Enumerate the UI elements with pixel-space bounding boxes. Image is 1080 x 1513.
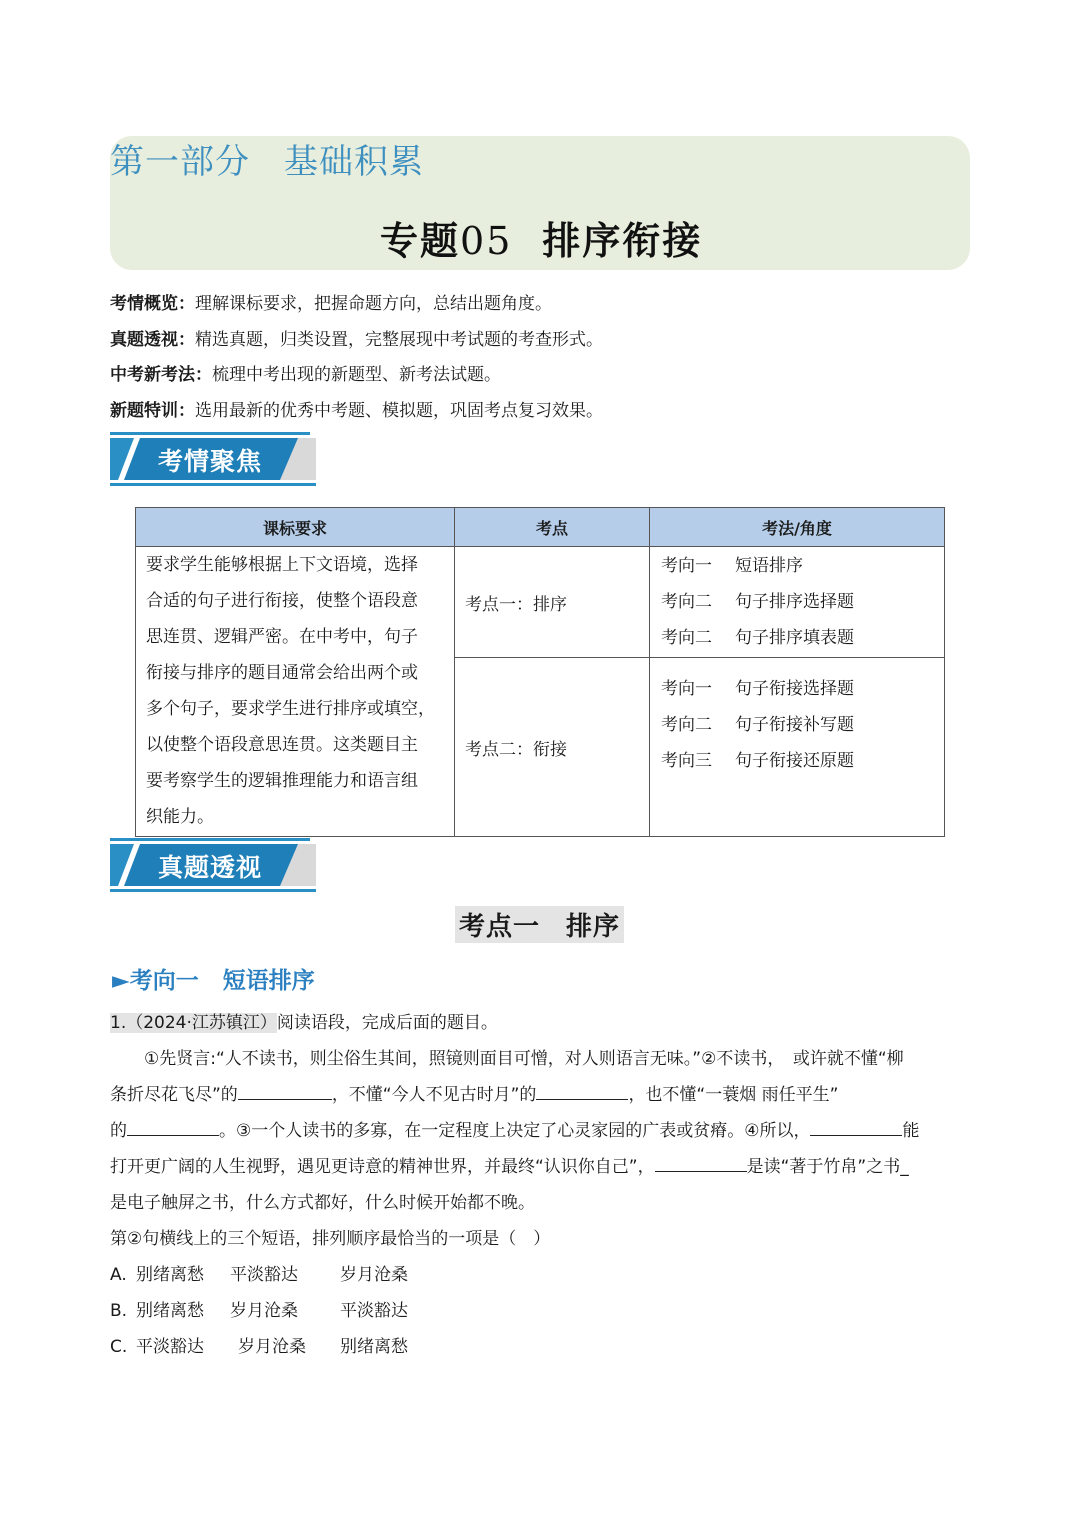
passage-text: 。③一个人读书的多寡，在一定程度上决定了心灵家园的广表或贫瘠。④所以， bbox=[219, 1121, 811, 1141]
option-item: 岁月沧桑 bbox=[230, 1301, 298, 1321]
section-ribbon-focus bbox=[110, 432, 316, 486]
intro-key: 考情概览： bbox=[110, 294, 195, 314]
part-title bbox=[110, 134, 458, 183]
intro-text: 梳理中考出现的新题型、新考法试题。 bbox=[212, 365, 501, 385]
ribbon-line bbox=[110, 838, 310, 841]
table-row bbox=[136, 547, 945, 658]
intro-text: 选用最新的优秀中考题、模拟题，巩固考点复习效果。 bbox=[195, 400, 603, 421]
passage-text: 能 bbox=[902, 1121, 920, 1141]
direction-text: 短语排序 bbox=[735, 556, 803, 576]
direction-item bbox=[661, 671, 933, 707]
requirement-line: 要考察学生的逻辑推理能力和语言组 bbox=[146, 771, 418, 791]
section-ribbon-real bbox=[110, 838, 316, 892]
answer-blank[interactable] bbox=[655, 1153, 747, 1172]
direction-item bbox=[661, 707, 933, 743]
direction-item bbox=[661, 584, 933, 620]
topic-title bbox=[380, 210, 720, 265]
passage-line bbox=[110, 1077, 972, 1113]
question-source: （2024·江苏镇江） bbox=[126, 1013, 277, 1033]
option-a[interactable] bbox=[110, 1257, 972, 1293]
answer-blank[interactable] bbox=[810, 1117, 902, 1136]
intro-list bbox=[110, 287, 603, 429]
ribbon-line bbox=[110, 432, 310, 435]
passage-line bbox=[110, 1113, 972, 1149]
direction-text: 句子衔接还原题 bbox=[735, 751, 854, 771]
passage-text: ，也不懂“一蓑烟 雨任平生” bbox=[628, 1085, 839, 1105]
kaoxiang-name: 短语排序 bbox=[222, 968, 315, 994]
table-header-row bbox=[136, 508, 945, 547]
intro-item bbox=[110, 323, 603, 359]
direction-cell bbox=[650, 547, 945, 658]
option-item: 别绪离愁 bbox=[340, 1337, 408, 1357]
requirement-line: 以使整个语段意思连贯。这类题目主 bbox=[146, 735, 418, 755]
kaoxiang-heading bbox=[112, 962, 315, 995]
intro-key: 新题特训： bbox=[110, 400, 195, 421]
table-header: 考法/角度 bbox=[650, 508, 945, 547]
question-number-source bbox=[110, 1013, 277, 1033]
requirement-line: 衔接与排序的题目通常会给出两个或 bbox=[146, 663, 418, 683]
passage-text: 条折尽花飞尽”的 bbox=[110, 1085, 238, 1105]
intro-key: 中考新考法： bbox=[110, 365, 212, 385]
direction-text: 句子衔接补写题 bbox=[735, 715, 854, 735]
direction-text: 句子排序填表题 bbox=[735, 628, 854, 648]
kaodian-heading bbox=[455, 906, 624, 943]
part-name: 基础积累 bbox=[284, 142, 424, 182]
passage-text: 是读“著于竹帛”之书_ bbox=[746, 1157, 909, 1177]
direction-cell bbox=[650, 658, 945, 837]
option-letter: C. bbox=[110, 1337, 128, 1357]
direction-item bbox=[661, 620, 933, 656]
intro-item bbox=[110, 287, 603, 323]
requirement-line: 织能力。 bbox=[146, 807, 214, 827]
option-c[interactable] bbox=[110, 1329, 972, 1365]
option-item: 别绪离愁 bbox=[136, 1301, 204, 1321]
direction-label: 考向三 bbox=[661, 751, 712, 771]
option-item: 岁月沧桑 bbox=[340, 1265, 408, 1285]
passage-text: 打开更广阔的人生视野，遇见更诗意的精神世界，并最终“认识你自己”， bbox=[110, 1157, 655, 1177]
option-item: 平淡豁达 bbox=[230, 1265, 298, 1285]
requirement-line: 多个句子，要求学生进行排序或填空， bbox=[146, 699, 435, 719]
kaoxiang-label: ►考向一 bbox=[112, 968, 199, 994]
section-title: 真题透视 bbox=[158, 853, 263, 882]
option-item: 平淡豁达 bbox=[340, 1301, 408, 1321]
option-b[interactable] bbox=[110, 1293, 972, 1329]
topic-name: 排序衔接 bbox=[542, 219, 703, 263]
intro-text: 理解课标要求，把握命题方向，总结出题角度。 bbox=[195, 294, 552, 314]
part-label: 第一部分 bbox=[110, 142, 250, 182]
intro-key: 真题透视： bbox=[110, 329, 195, 350]
direction-item bbox=[661, 743, 933, 779]
intro-item bbox=[110, 394, 603, 430]
kaodian-name: 排序 bbox=[566, 912, 621, 942]
table-header: 课标要求 bbox=[136, 508, 455, 547]
passage-line: ①先贤言:“人不读书，则尘俗生其间，照镜则面目可憎，对人则语言无味。”②不读书， 或许就不懂“柳 bbox=[144, 1049, 904, 1069]
option-item: 岁月沧桑 bbox=[238, 1337, 306, 1357]
topic-number: 05 bbox=[460, 219, 513, 263]
option-letter: B. bbox=[110, 1301, 128, 1321]
point-cell: 考点二：衔接 bbox=[455, 658, 650, 837]
intro-item bbox=[110, 358, 603, 394]
passage-text: 的 bbox=[110, 1121, 127, 1141]
answer-blank[interactable] bbox=[127, 1117, 219, 1136]
ribbon-line bbox=[110, 889, 316, 892]
requirement-line: 思连贯、逻辑严密。在中考中，句子 bbox=[146, 627, 418, 647]
point-cell: 考点一：排序 bbox=[455, 547, 650, 658]
requirement-cell bbox=[136, 547, 455, 837]
question-stem: 第②句横线上的三个短语，排列顺序最恰当的一项是（ ） bbox=[110, 1229, 551, 1249]
topic-prefix: 专题 bbox=[380, 219, 461, 263]
exam-table bbox=[135, 507, 945, 837]
direction-label: 考向二 bbox=[661, 592, 712, 612]
section-title: 考情聚焦 bbox=[158, 447, 263, 476]
ribbon-line bbox=[110, 483, 316, 486]
question-number: 1. bbox=[110, 1013, 127, 1033]
option-item: 平淡豁达 bbox=[136, 1337, 204, 1357]
direction-label: 考向一 bbox=[661, 679, 712, 699]
answer-blank[interactable] bbox=[536, 1081, 628, 1100]
option-letter: A. bbox=[110, 1265, 127, 1285]
table-header: 考点 bbox=[455, 508, 650, 547]
question-lead-line bbox=[110, 1005, 972, 1041]
question-block bbox=[110, 1005, 972, 1365]
requirement-line: 合适的句子进行衔接，使整个语段意 bbox=[146, 591, 418, 611]
direction-item bbox=[661, 548, 933, 584]
direction-label: 考向二 bbox=[661, 628, 712, 648]
kaodian-label: 考点一 bbox=[459, 912, 541, 942]
question-lead: 阅读语段，完成后面的题目。 bbox=[276, 1013, 498, 1033]
answer-blank[interactable] bbox=[238, 1081, 332, 1100]
direction-label: 考向一 bbox=[661, 556, 712, 576]
passage-line bbox=[110, 1149, 972, 1185]
intro-text: 精选真题，归类设置，完整展现中考试题的考查形式。 bbox=[195, 329, 603, 350]
passage-text: ，不懂“今人不见古时月”的 bbox=[331, 1085, 537, 1105]
direction-label: 考向二 bbox=[661, 715, 712, 735]
requirement-line: 要求学生能够根据上下文语境，选择 bbox=[146, 555, 418, 575]
passage-line: 是电子触屏之书，什么方式都好，什么时候开始都不晚。 bbox=[110, 1193, 535, 1213]
option-item: 别绪离愁 bbox=[136, 1265, 204, 1285]
direction-text: 句子排序选择题 bbox=[735, 592, 854, 612]
direction-text: 句子衔接选择题 bbox=[735, 679, 854, 699]
